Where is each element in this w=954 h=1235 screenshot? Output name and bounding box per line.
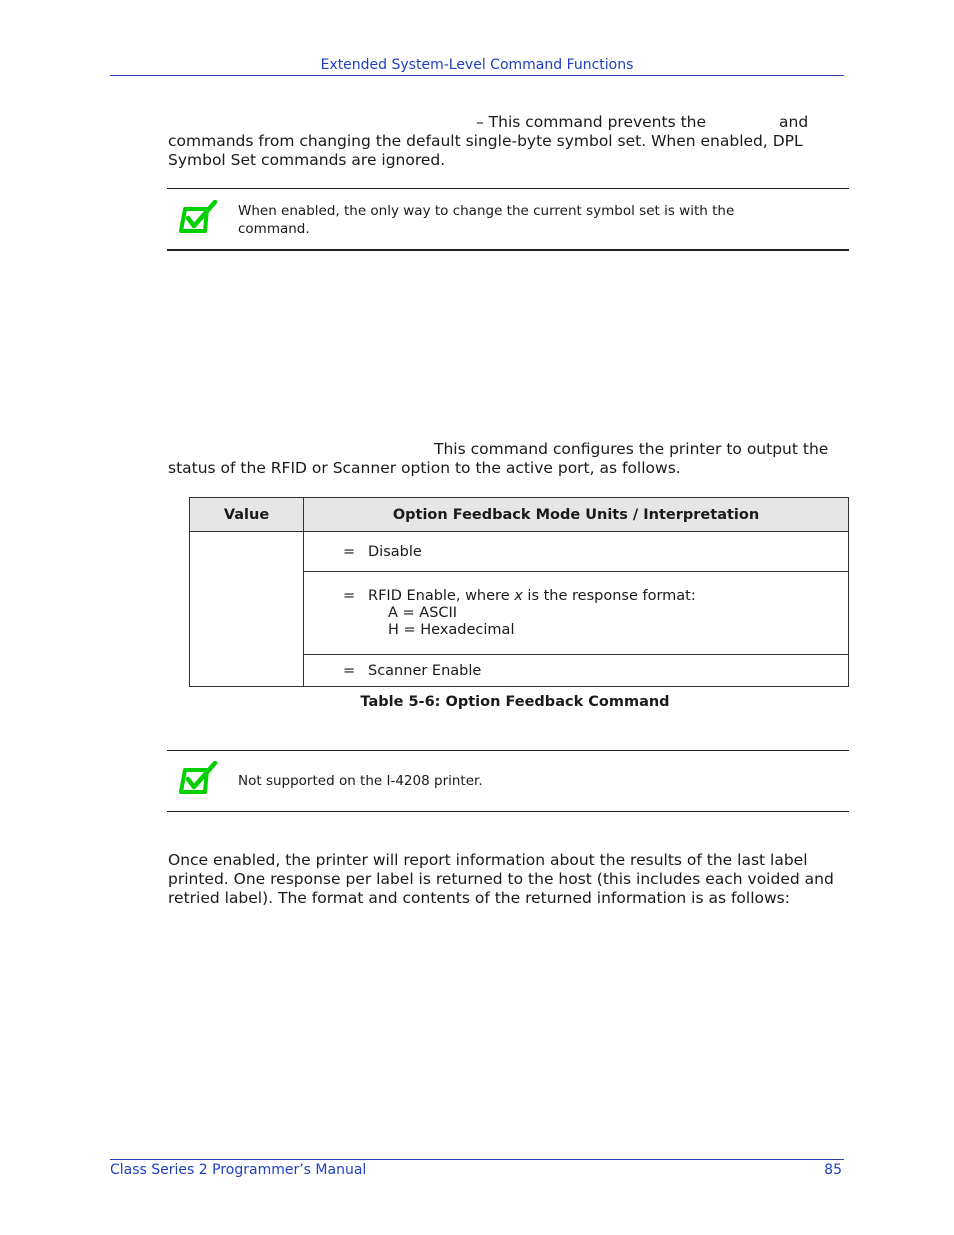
option-feedback-table (189, 497, 849, 687)
row-text-pre: RFID Enable, where (368, 587, 515, 604)
table-cell-rfid (304, 572, 849, 655)
section1-line1-end: and (779, 113, 809, 131)
row-text-var: x (514, 587, 523, 604)
note1-line1: When enabled, the only way to change the current symbol set is with the (238, 203, 735, 219)
table-cell-scanner (304, 655, 849, 687)
equals-sign: = (343, 662, 356, 679)
note2-top-rule (167, 750, 849, 751)
section3-line3: retried label). The format and contents of the returned information is as follows: (168, 889, 790, 907)
table-header-interpretation: Option Feedback Mode Units / Interpretation (304, 498, 849, 532)
table-header-row (190, 498, 849, 532)
section1-line3: Symbol Set commands are ignored. (168, 151, 446, 169)
table-header-value: Value (190, 498, 304, 532)
note2-bottom-rule (167, 811, 849, 812)
section1-line1-mid: – This command prevents the (476, 113, 707, 131)
row-text: Scanner Enable (368, 662, 482, 679)
section2-line1: This command configures the printer to output the (434, 440, 829, 458)
checkmark-note-icon (179, 200, 219, 236)
equals-sign: = (343, 587, 356, 604)
section3-line2: printed. One response per label is returned to the host (this includes each voided and (168, 870, 834, 888)
table-row (190, 532, 849, 572)
row-text-post: is the response format: (522, 587, 696, 604)
section1-line2: commands from changing the default single-byte symbol set. When enabled, DPL (168, 132, 803, 150)
running-header: Extended System-Level Command Functions (320, 57, 634, 73)
table-cell-disable (304, 532, 849, 572)
section3-line1: Once enabled, the printer will report information about the results of the last label (168, 851, 808, 869)
note1-top-rule (167, 188, 849, 189)
checkmark-note-icon (179, 761, 219, 797)
table-caption: Table 5-6: Option Feedback Command (360, 694, 670, 710)
note1-line2: command. (238, 221, 310, 237)
footer-page-number: 85 (824, 1162, 842, 1178)
note2-text: Not supported on the I-4208 printer. (238, 773, 483, 789)
row-text: Disable (368, 543, 422, 560)
note1-bottom-rule (167, 249, 849, 251)
equals-sign: = (343, 543, 356, 560)
value-cell (190, 532, 304, 687)
footer-manual-title: Class Series 2 Programmer’s Manual (110, 1162, 367, 1178)
format-option-hex: H = Hexadecimal (388, 621, 515, 638)
section2-line2: status of the RFID or Scanner option to the active port, as follows. (168, 459, 681, 477)
format-option-ascii: A = ASCII (388, 604, 458, 621)
header-rule (110, 75, 844, 76)
footer-rule (110, 1159, 844, 1160)
